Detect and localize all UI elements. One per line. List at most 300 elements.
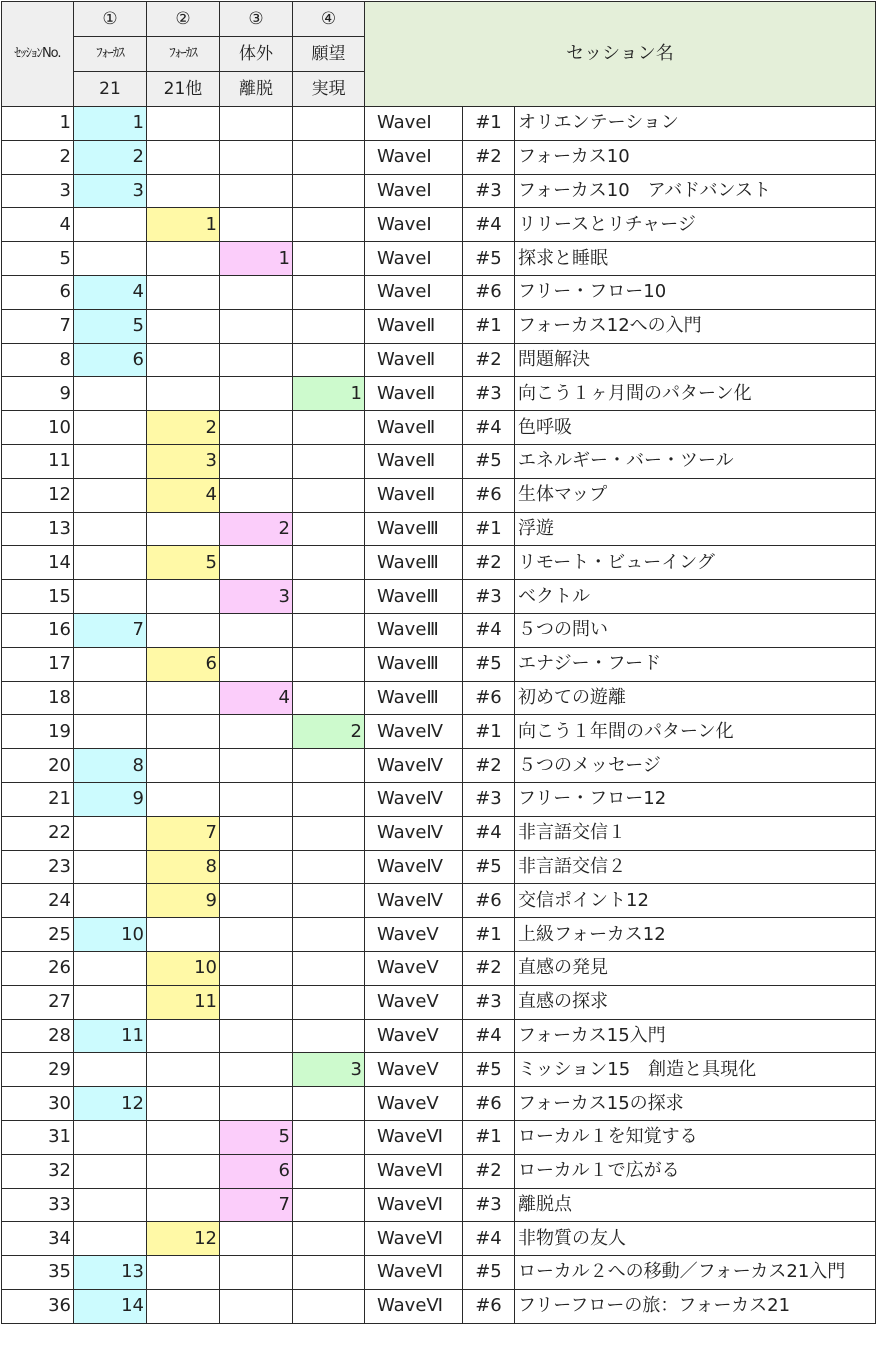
track-number-cell: #2 xyxy=(463,951,515,985)
track-number-cell: #4 xyxy=(463,1222,515,1256)
wave-cell: WaveⅥ xyxy=(365,1256,463,1290)
wave-cell: WaveⅥ xyxy=(365,1188,463,1222)
table-row xyxy=(2,1087,876,1121)
category-2-cell: 6 xyxy=(147,647,220,681)
session-name-cell: 色呼吸 xyxy=(515,411,876,445)
session-number-cell: 21 xyxy=(2,782,74,816)
category-2-cell xyxy=(147,377,220,411)
category-1-cell xyxy=(74,444,147,478)
track-number-cell: #2 xyxy=(463,1154,515,1188)
category-3-cell xyxy=(220,985,293,1019)
table-row xyxy=(2,1053,876,1087)
category-4-cell xyxy=(293,478,365,512)
session-number-cell: 28 xyxy=(2,1019,74,1053)
session-name-cell: エナジー・フード xyxy=(515,647,876,681)
category-2-cell xyxy=(147,681,220,715)
category-1-cell: 1 xyxy=(74,107,147,141)
session-number-cell: 2 xyxy=(2,140,74,174)
session-number-cell: 36 xyxy=(2,1289,74,1323)
wave-cell: WaveⅤ xyxy=(365,1087,463,1121)
category-1-cell xyxy=(74,512,147,546)
table-row xyxy=(2,1154,876,1188)
track-number-cell: #6 xyxy=(463,1289,515,1323)
track-number-cell: #5 xyxy=(463,242,515,276)
session-name-cell: エネルギー・バー・ツール xyxy=(515,444,876,478)
category-1-cell xyxy=(74,985,147,1019)
session-name-cell: ベクトル xyxy=(515,580,876,614)
category-3-cell: 2 xyxy=(220,512,293,546)
category-2-cell xyxy=(147,1188,220,1222)
table-row xyxy=(2,208,876,242)
category-2-cell xyxy=(147,174,220,208)
track-number-cell: #2 xyxy=(463,749,515,783)
category-4-cell xyxy=(293,444,365,478)
category-2-cell: 8 xyxy=(147,850,220,884)
table-row xyxy=(2,1289,876,1323)
category-2-cell xyxy=(147,782,220,816)
category-3-cell xyxy=(220,884,293,918)
category-4-cell xyxy=(293,343,365,377)
category-2-cell xyxy=(147,512,220,546)
track-number-cell: #6 xyxy=(463,884,515,918)
track-number-cell: #5 xyxy=(463,1256,515,1290)
category-2-cell: 1 xyxy=(147,208,220,242)
session-number-cell: 13 xyxy=(2,512,74,546)
session-name-cell: リリースとリチャージ xyxy=(515,208,876,242)
session-name-cell: 直感の探求 xyxy=(515,985,876,1019)
category-2-cell xyxy=(147,1256,220,1290)
wave-cell: WaveⅢ xyxy=(365,546,463,580)
wave-cell: WaveⅡ xyxy=(365,411,463,445)
table-row xyxy=(2,343,876,377)
table-row xyxy=(2,749,876,783)
session-number-cell: 34 xyxy=(2,1222,74,1256)
category-2-cell: 11 xyxy=(147,985,220,1019)
wave-cell: WaveⅠ xyxy=(365,242,463,276)
wave-cell: WaveⅡ xyxy=(365,343,463,377)
category-1-cell: 6 xyxy=(74,343,147,377)
table-row xyxy=(2,884,876,918)
category-2-cell: 5 xyxy=(147,546,220,580)
category-1-cell xyxy=(74,816,147,850)
wave-cell: WaveⅠ xyxy=(365,208,463,242)
track-number-cell: #4 xyxy=(463,816,515,850)
category-2-cell: 7 xyxy=(147,816,220,850)
category-1-cell xyxy=(74,208,147,242)
table-row xyxy=(2,613,876,647)
session-name-cell: 非言語交信１ xyxy=(515,816,876,850)
category-4-cell xyxy=(293,512,365,546)
track-number-cell: #5 xyxy=(463,647,515,681)
category-3-cell xyxy=(220,1222,293,1256)
category-3-cell: 4 xyxy=(220,681,293,715)
wave-cell: WaveⅡ xyxy=(365,309,463,343)
session-number-cell: 27 xyxy=(2,985,74,1019)
session-name-cell: オリエンテーション xyxy=(515,107,876,141)
category-1-cell xyxy=(74,478,147,512)
table-row xyxy=(2,951,876,985)
table-row xyxy=(2,1256,876,1290)
session-number-cell: 24 xyxy=(2,884,74,918)
category-1-cell xyxy=(74,546,147,580)
wave-cell: WaveⅠ xyxy=(365,140,463,174)
category-4-cell xyxy=(293,411,365,445)
category-4-cell xyxy=(293,275,365,309)
col2-sublabel: 21他 xyxy=(147,72,220,107)
category-4-cell xyxy=(293,140,365,174)
category-1-cell: 3 xyxy=(74,174,147,208)
track-number-cell: #5 xyxy=(463,850,515,884)
category-2-cell xyxy=(147,343,220,377)
session-name-cell: ５つのメッセージ xyxy=(515,749,876,783)
category-4-cell xyxy=(293,1256,365,1290)
session-number-cell: 5 xyxy=(2,242,74,276)
session-name-cell: フォーカス10 アバドバンスト xyxy=(515,174,876,208)
category-1-cell xyxy=(74,1120,147,1154)
wave-cell: WaveⅡ xyxy=(365,377,463,411)
category-2-cell: 3 xyxy=(147,444,220,478)
category-2-cell xyxy=(147,242,220,276)
session-name-cell: ローカル１を知覚する xyxy=(515,1120,876,1154)
session-name-cell: フォーカス15の探求 xyxy=(515,1087,876,1121)
track-number-cell: #2 xyxy=(463,140,515,174)
category-4-cell xyxy=(293,546,365,580)
category-2-cell: 9 xyxy=(147,884,220,918)
category-3-cell xyxy=(220,546,293,580)
session-number-cell: 16 xyxy=(2,613,74,647)
track-number-cell: #4 xyxy=(463,1019,515,1053)
category-2-cell xyxy=(147,107,220,141)
category-4-cell xyxy=(293,1120,365,1154)
session-name-cell: フリー・フロー12 xyxy=(515,782,876,816)
table-row xyxy=(2,850,876,884)
wave-cell: WaveⅠ xyxy=(365,275,463,309)
category-3-cell xyxy=(220,816,293,850)
category-4-cell xyxy=(293,613,365,647)
category-4-cell xyxy=(293,816,365,850)
category-4-cell xyxy=(293,208,365,242)
category-2-cell xyxy=(147,275,220,309)
category-1-cell xyxy=(74,580,147,614)
category-2-cell xyxy=(147,918,220,952)
session-number-cell: 33 xyxy=(2,1188,74,1222)
session-number-cell: 15 xyxy=(2,580,74,614)
session-name-cell: フォーカス15入門 xyxy=(515,1019,876,1053)
category-3-cell xyxy=(220,782,293,816)
category-3-cell xyxy=(220,749,293,783)
category-2-cell: 2 xyxy=(147,411,220,445)
table-row xyxy=(2,107,876,141)
category-3-cell: 3 xyxy=(220,580,293,614)
track-number-cell: #3 xyxy=(463,580,515,614)
category-4-cell xyxy=(293,1154,365,1188)
session-name-cell: ミッション15 創造と具現化 xyxy=(515,1053,876,1087)
session-name-cell: 直感の発見 xyxy=(515,951,876,985)
category-1-cell: 5 xyxy=(74,309,147,343)
wave-cell: WaveⅣ xyxy=(365,749,463,783)
track-number-cell: #3 xyxy=(463,1188,515,1222)
track-number-cell: #1 xyxy=(463,512,515,546)
category-2-cell xyxy=(147,1120,220,1154)
category-2-cell xyxy=(147,1019,220,1053)
track-number-cell: #3 xyxy=(463,174,515,208)
track-number-cell: #1 xyxy=(463,1120,515,1154)
session-name-cell: 向こう１年間のパターン化 xyxy=(515,715,876,749)
table-row xyxy=(2,1188,876,1222)
category-4-cell xyxy=(293,107,365,141)
category-3-cell xyxy=(220,850,293,884)
table-row xyxy=(2,512,876,546)
col4-label: 願望 xyxy=(293,37,365,72)
track-number-cell: #5 xyxy=(463,444,515,478)
wave-cell: WaveⅤ xyxy=(365,1053,463,1087)
col3-number: ③ xyxy=(220,2,293,37)
wave-cell: WaveⅤ xyxy=(365,951,463,985)
track-number-cell: #5 xyxy=(463,1053,515,1087)
table-row xyxy=(2,174,876,208)
session-name-cell: 生体マップ xyxy=(515,478,876,512)
category-2-cell xyxy=(147,613,220,647)
category-4-cell xyxy=(293,309,365,343)
category-3-cell xyxy=(220,1256,293,1290)
category-4-cell xyxy=(293,647,365,681)
session-number-cell: 4 xyxy=(2,208,74,242)
track-number-cell: #6 xyxy=(463,681,515,715)
track-number-cell: #2 xyxy=(463,343,515,377)
table-row xyxy=(2,140,876,174)
col2-label: ﾌｫｰｶｽ xyxy=(147,37,220,72)
col3-label: 体外 xyxy=(220,37,293,72)
table-row xyxy=(2,377,876,411)
track-number-cell: #6 xyxy=(463,275,515,309)
session-number-cell: 20 xyxy=(2,749,74,783)
category-1-cell xyxy=(74,411,147,445)
session-name-cell: フリー・フロー10 xyxy=(515,275,876,309)
category-4-cell: 1 xyxy=(293,377,365,411)
table-row xyxy=(2,411,876,445)
category-3-cell xyxy=(220,377,293,411)
category-3-cell xyxy=(220,647,293,681)
category-1-cell xyxy=(74,1053,147,1087)
category-4-cell xyxy=(293,681,365,715)
category-4-cell xyxy=(293,918,365,952)
session-number-cell: 14 xyxy=(2,546,74,580)
category-1-cell xyxy=(74,884,147,918)
wave-cell: WaveⅢ xyxy=(365,681,463,715)
session-name-cell: フォーカス12への入門 xyxy=(515,309,876,343)
track-number-cell: #6 xyxy=(463,478,515,512)
wave-cell: WaveⅣ xyxy=(365,782,463,816)
category-1-cell: 12 xyxy=(74,1087,147,1121)
wave-cell: WaveⅢ xyxy=(365,647,463,681)
category-4-cell xyxy=(293,580,365,614)
track-number-cell: #4 xyxy=(463,411,515,445)
category-4-cell xyxy=(293,174,365,208)
session-number-cell: 17 xyxy=(2,647,74,681)
category-4-cell xyxy=(293,884,365,918)
category-1-cell: 7 xyxy=(74,613,147,647)
wave-cell: WaveⅣ xyxy=(365,850,463,884)
category-3-cell xyxy=(220,1053,293,1087)
table-row xyxy=(2,985,876,1019)
category-1-cell: 9 xyxy=(74,782,147,816)
category-1-cell: 2 xyxy=(74,140,147,174)
table-row xyxy=(2,478,876,512)
session-number-cell: 1 xyxy=(2,107,74,141)
category-4-cell xyxy=(293,1188,365,1222)
category-2-cell xyxy=(147,715,220,749)
wave-cell: WaveⅤ xyxy=(365,1019,463,1053)
category-4-cell: 2 xyxy=(293,715,365,749)
category-3-cell xyxy=(220,951,293,985)
track-number-cell: #3 xyxy=(463,985,515,1019)
category-4-cell xyxy=(293,749,365,783)
session-number-cell: 10 xyxy=(2,411,74,445)
category-4-cell: 3 xyxy=(293,1053,365,1087)
category-1-cell xyxy=(74,647,147,681)
wave-cell: WaveⅤ xyxy=(365,985,463,1019)
table-row xyxy=(2,782,876,816)
session-number-cell: 7 xyxy=(2,309,74,343)
session-name-cell: フリーフローの旅：フォーカス21 xyxy=(515,1289,876,1323)
category-1-cell xyxy=(74,1154,147,1188)
track-number-cell: #1 xyxy=(463,107,515,141)
category-2-cell xyxy=(147,1053,220,1087)
session-number-cell: 19 xyxy=(2,715,74,749)
category-3-cell xyxy=(220,343,293,377)
category-3-cell xyxy=(220,208,293,242)
session-name-cell: 非物質の友人 xyxy=(515,1222,876,1256)
category-4-cell xyxy=(293,242,365,276)
category-1-cell xyxy=(74,715,147,749)
col4-number: ④ xyxy=(293,2,365,37)
track-number-cell: #6 xyxy=(463,1087,515,1121)
track-number-cell: #3 xyxy=(463,782,515,816)
category-1-cell: 11 xyxy=(74,1019,147,1053)
wave-cell: WaveⅠ xyxy=(365,174,463,208)
session-name-cell: ローカル１で広がる xyxy=(515,1154,876,1188)
category-1-cell xyxy=(74,681,147,715)
category-2-cell: 10 xyxy=(147,951,220,985)
col1-label: ﾌｫｰｶｽ xyxy=(74,37,147,72)
table-row xyxy=(2,309,876,343)
category-4-cell xyxy=(293,1087,365,1121)
track-number-cell: #1 xyxy=(463,918,515,952)
table-row xyxy=(2,546,876,580)
session-number-cell: 12 xyxy=(2,478,74,512)
session-name-cell: 非言語交信２ xyxy=(515,850,876,884)
category-3-cell xyxy=(220,309,293,343)
session-name-cell: 探求と睡眠 xyxy=(515,242,876,276)
category-2-cell xyxy=(147,309,220,343)
wave-cell: WaveⅣ xyxy=(365,715,463,749)
wave-cell: WaveⅡ xyxy=(365,444,463,478)
category-3-cell: 6 xyxy=(220,1154,293,1188)
category-4-cell xyxy=(293,1019,365,1053)
track-number-cell: #2 xyxy=(463,546,515,580)
session-number-cell: 22 xyxy=(2,816,74,850)
category-2-cell xyxy=(147,1087,220,1121)
session-number-cell: 25 xyxy=(2,918,74,952)
wave-cell: WaveⅢ xyxy=(365,580,463,614)
track-number-cell: #4 xyxy=(463,613,515,647)
category-3-cell: 5 xyxy=(220,1120,293,1154)
table-row xyxy=(2,1222,876,1256)
session-no-header: ｾｯｼｮﾝNo. xyxy=(2,2,74,107)
category-3-cell xyxy=(220,275,293,309)
category-3-cell xyxy=(220,1019,293,1053)
session-name-cell: フォーカス10 xyxy=(515,140,876,174)
session-name-cell: 問題解決 xyxy=(515,343,876,377)
wave-cell: WaveⅠ xyxy=(365,107,463,141)
table-row xyxy=(2,275,876,309)
category-3-cell xyxy=(220,613,293,647)
category-3-cell xyxy=(220,715,293,749)
session-table xyxy=(1,1,876,1324)
category-1-cell: 8 xyxy=(74,749,147,783)
table-row xyxy=(2,918,876,952)
wave-cell: WaveⅢ xyxy=(365,512,463,546)
category-3-cell xyxy=(220,478,293,512)
session-name-cell: 浮遊 xyxy=(515,512,876,546)
category-2-cell xyxy=(147,749,220,783)
category-1-cell xyxy=(74,377,147,411)
track-number-cell: #1 xyxy=(463,309,515,343)
table-row xyxy=(2,444,876,478)
table-row xyxy=(2,1120,876,1154)
session-number-cell: 30 xyxy=(2,1087,74,1121)
wave-cell: WaveⅢ xyxy=(365,613,463,647)
category-2-cell: 12 xyxy=(147,1222,220,1256)
header-row-1 xyxy=(2,2,876,37)
wave-cell: WaveⅣ xyxy=(365,816,463,850)
col4-sublabel: 実現 xyxy=(293,72,365,107)
session-name-cell: 離脱点 xyxy=(515,1188,876,1222)
session-name-cell: ５つの問い xyxy=(515,613,876,647)
category-2-cell xyxy=(147,1154,220,1188)
wave-cell: WaveⅥ xyxy=(365,1289,463,1323)
category-1-cell: 14 xyxy=(74,1289,147,1323)
category-3-cell xyxy=(220,411,293,445)
category-4-cell xyxy=(293,985,365,1019)
table-row xyxy=(2,1019,876,1053)
category-3-cell xyxy=(220,918,293,952)
category-2-cell xyxy=(147,140,220,174)
track-number-cell: #4 xyxy=(463,208,515,242)
session-number-cell: 8 xyxy=(2,343,74,377)
category-3-cell xyxy=(220,1289,293,1323)
wave-cell: WaveⅥ xyxy=(365,1154,463,1188)
table-row xyxy=(2,580,876,614)
col1-number: ① xyxy=(74,2,147,37)
wave-cell: WaveⅥ xyxy=(365,1120,463,1154)
session-name-cell: ローカル２への移動／フォーカス21入門 xyxy=(515,1256,876,1290)
session-number-cell: 26 xyxy=(2,951,74,985)
session-number-cell: 11 xyxy=(2,444,74,478)
category-4-cell xyxy=(293,951,365,985)
session-number-cell: 18 xyxy=(2,681,74,715)
category-2-cell: 4 xyxy=(147,478,220,512)
category-1-cell xyxy=(74,1188,147,1222)
session-number-cell: 23 xyxy=(2,850,74,884)
track-number-cell: #3 xyxy=(463,377,515,411)
col3-sublabel: 離脱 xyxy=(220,72,293,107)
wave-cell: WaveⅤ xyxy=(365,918,463,952)
session-number-cell: 32 xyxy=(2,1154,74,1188)
col1-sublabel: 21 xyxy=(74,72,147,107)
session-number-cell: 3 xyxy=(2,174,74,208)
session-name-cell: リモート・ビューイング xyxy=(515,546,876,580)
